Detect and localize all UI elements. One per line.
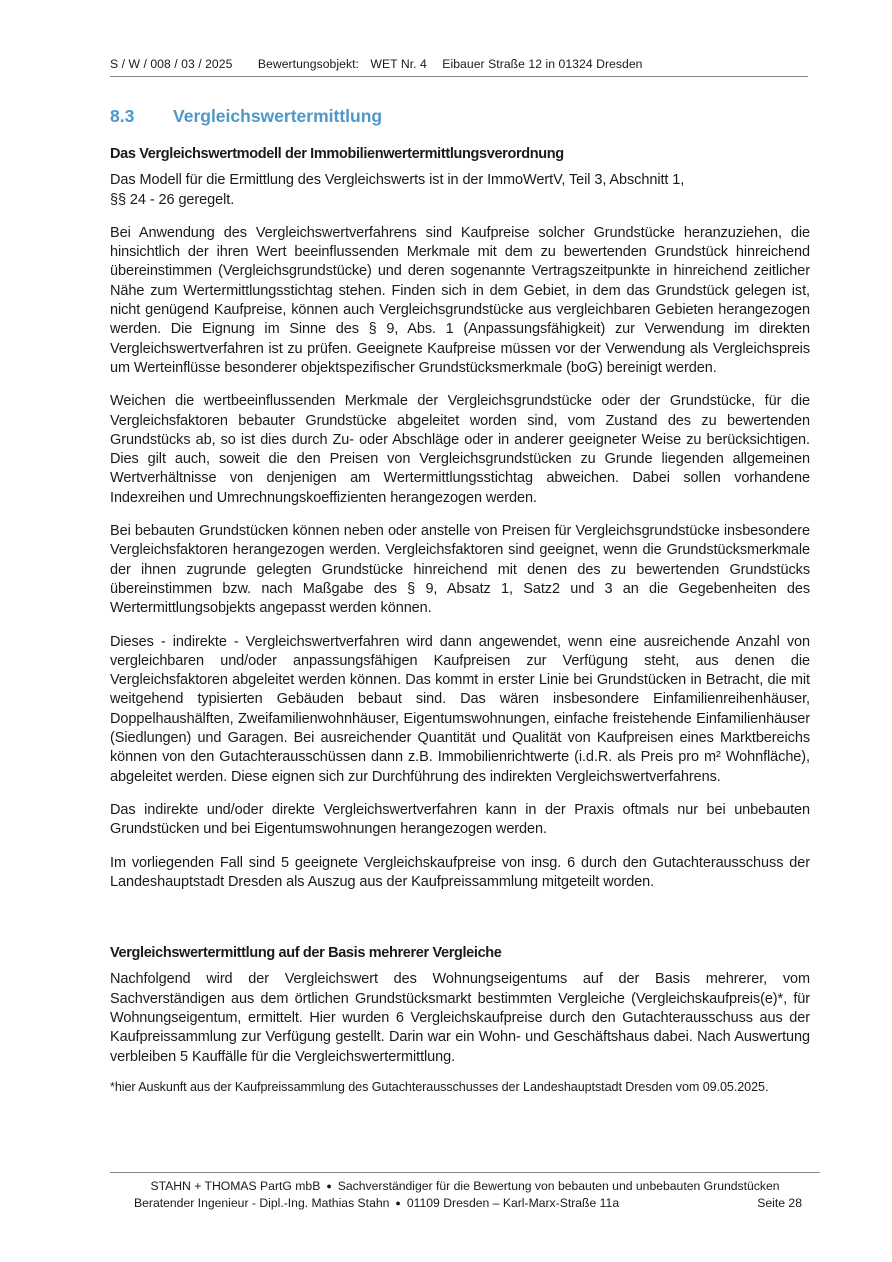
footnote: *hier Auskunft aus der Kaufpreissammlung des Gutachterausschusses der Landeshauptstadt Dresden vom 09.05.2025. [110,1079,769,1094]
model-paragraph-1: Bei Anwendung des Vergleichswertverfahrens sind Kaufpreise solcher Grundstücke heranzuziehen, die hinsichtlich der ihren Wert beeinflussenden Merkmale mit dem zu bewertenden Grundstück hinreichend übereinstimmen (Vergleichsgrundstücke) und deren sogenannte Vertragszeitpunkte in hinreichend zeitlicher Nähe zum Wertermittlungsstichtag stehen. Finden sich in dem Gebiet, in dem das Grundstück gelegen ist, nicht genügend Kaufpreise, können auch Vergleichsgrundstücke aus vergleichbaren Gebieten herangezogen werden. Die Eignung im Sinne des § 9, Abs. 1 (Anpassungsfähigkeit) zur Verwendung im direkten Vergleichswertverfahren ist zu prüfen. Geeignete Kaufpreise müssen vor der Verwendung als Vergleichspreis um Werteinflüsse besonderer objektspezifischer Grundstücksmerkmale (boG) bereinigt werden. [110,224,810,376]
page-number: Seite 28 [757,1195,802,1210]
header-divider [110,76,808,77]
footer-engineer: Beratender Ingenieur - Dipl.-Ing. Mathias Stahn [134,1195,390,1210]
bullet-icon: ● [395,1197,401,1208]
section-heading: Vergleichswertermittlung [173,106,383,126]
object-id: WET Nr. 4 [370,57,427,71]
model-intro-line1: Das Modell für die Ermittlung des Vergleichswerts ist in der ImmoWertV, Teil 3, Abschnitt 1, [110,172,685,189]
footer-divider [110,1172,820,1173]
page-footer [110,1178,820,1211]
object-label: Bewertungsobjekt: [257,57,359,71]
model-heading: Das Vergleichswertmodell der Immobilienwertermittlungsverordnung [110,146,564,162]
model-paragraph-3: Bei bebauten Grundstücken können neben oder anstelle von Preisen für Vergleichsgrundstücke insbesondere Vergleichsfaktoren herangezogen werden. Vergleichsfaktoren sind geeignet, wenn die Grundstücksmerkmale der ihnen zugrunde gelegten Grundstücke hinreichend mit denen des zu bewertenden Grundstücks übereinstimmen bzw. nach Maßgabe des § 9, Absatz 1, Satz2 und 3 an die Gegebenheiten des Wertermittlungsobjekts angepasst werden können. [110,523,810,617]
document-reference: S / W / 008 / 03 / 2025 [110,57,233,71]
footer-line-1 [110,1178,820,1195]
model-paragraph-5: Das indirekte und/oder direkte Vergleichswertverfahren kann in der Praxis oftmals nur bei unbebauten Grundstücken und bei Eigentumswohnungen herangezogen werden. [110,801,810,838]
footer-address: 01109 Dresden – Karl-Marx-Straße 11a [406,1195,620,1210]
footer-line-2 [110,1195,820,1212]
model-intro [110,171,810,210]
model-paragraph-2: Weichen die wertbeeinflussenden Merkmale der Vergleichsgrundstücke oder der Grundstücke, für die Vergleichsfaktoren bebauter Grundstücke abgeleitet worden sind, vom Zustand des zu bewertenden Grundstücks ab, so ist dies durch Zu- oder Abschläge oder in anderer geeigneter Weise zu berücksichtigen. Dies gilt auch, soweit die den Preisen von Vergleichsgrundstücken zu Grunde liegenden allgemeinen Wertverhältnisse von denjenigen am Wertermittlungsstichtag abweichen. Dabei sollen vorhandene Indexreihen und Umrechnungskoeffizienten herangezogen werden. [110,393,810,506]
multi-heading: Vergleichswertermittlung auf der Basis mehrerer Vergleiche [110,945,502,962]
page-header [110,57,810,71]
section-number: 8.3 [110,106,135,126]
page-content [110,145,810,1110]
model-paragraph-4: Dieses - indirekte - Vergleichswertverfahren wird dann angewendet, wenn eine ausreichende Anzahl von vergleichbaren und/oder anpassungsfähigen Kaufpreisen zur Verfügung steht, aus denen die Vergleichsfaktoren abgeleitet werden können. Das kommt in erster Linie bei Grundstücken in Betracht, die mit weitgehend typisierten Gebäuden bebaut sind. Das wären insbesondere Einfamilienreihenhäuser, Doppelhaushälften, Zweifamilienwohnhäuser, Eigentumswohnungen, einfache freistehende Einfamilienhäuser (Siedlungen) und Garagen. Bei ausreichender Quantität und Qualität von Kaufpreisen eines Marktbereichs können von den Gutachterausschüssen dann z.B. Immobilienrichtwerte (i.d.R. als Preis pro m² Wohnfläche), abgeleitet werden. Diese eignen sich zur Durchführung des indirekten Vergleichswertverfahrens. [110,633,810,785]
object-address: Eibauer Straße 12 in 01324 Dresden [442,57,643,71]
model-paragraph-6: Im vorliegenden Fall sind 5 geeignete Vergleichskaufpreise von insg. 6 durch den Gutachterausschuss der Landeshauptstadt Dresden als Auszug aus der Kaufpreissammlung mitgeteilt worden. [110,854,810,890]
multi-paragraph-1: Nachfolgend wird der Vergleichswert des Wohnungseigentums auf der Basis mehrerer, vom Sachverständigen aus dem örtlichen Grundstücksmarkt bestimmten Vergleiche (Vergleichskaufpreis(e)*, für Wohnungseigentum, ermittelt. Hier wurden 6 Vergleichskaufpreise durch den Gutachterausschuss aus der Kaufpreissammlung zur Verfügung gestellt. Darin war ein Wohn- und Geschäftshaus dabei. Nach Auswertung verbleiben 5 Kauffälle für die Vergleichswertermittlung. [110,971,810,1065]
bullet-icon: ● [326,1181,332,1191]
spacer [110,906,810,944]
model-intro-line2: §§ 24 - 26 geregelt. [110,191,235,208]
section-title [110,106,382,127]
footer-description: Sachverständiger für die Bewertung von bebauten und unbebauten Grundstücken [337,1179,780,1193]
footer-company: STAHN + THOMAS PartG mbB [150,1179,321,1193]
